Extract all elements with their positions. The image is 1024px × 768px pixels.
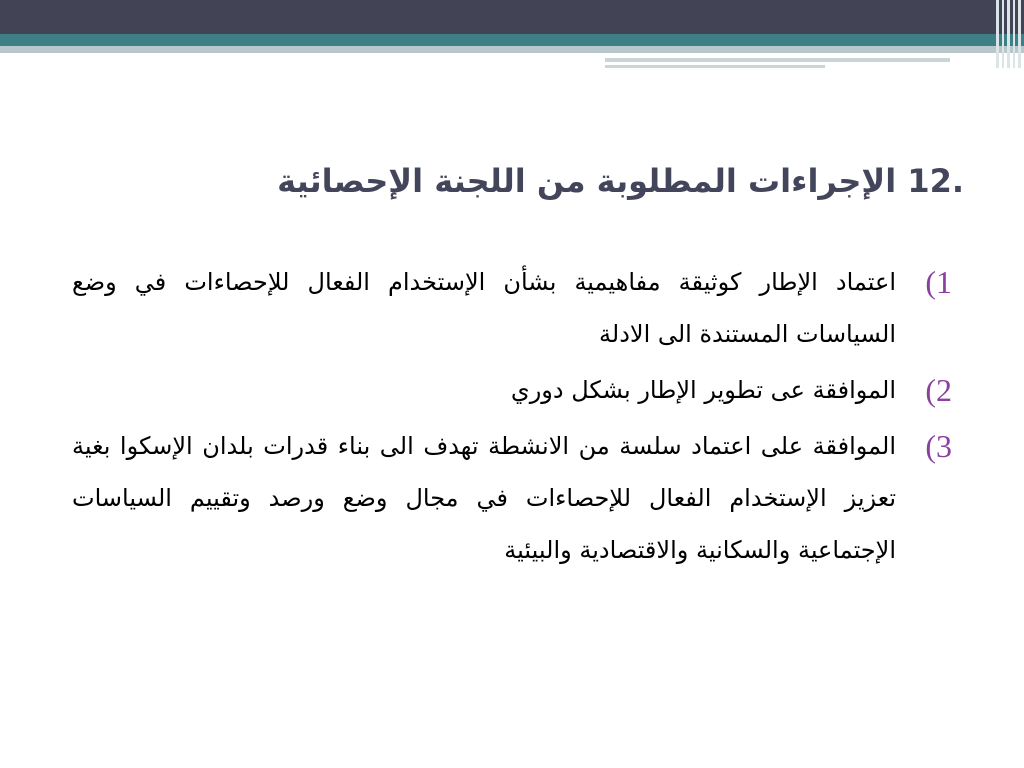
slide-title: .12 الإجراءات المطلوبة من اللجنة الإحصائية (277, 162, 964, 200)
header-right-stripes (994, 0, 1024, 68)
list-item-number: (2 (925, 372, 952, 408)
list-item-number: (3 (925, 428, 952, 464)
header-dark-band (0, 0, 1024, 34)
list-item-number: (1 (925, 264, 952, 300)
list-item (72, 256, 952, 360)
action-list (72, 256, 952, 580)
header-light-band (0, 46, 1024, 53)
header-accent-line (605, 58, 950, 62)
header-accent-line-short (605, 65, 825, 68)
list-item-text: الموافقة على اعتماد سلسة من الانشطة تهدف الى بناء قدرات بلدان الإسكوا بغية تعزيز الإستخدام الفعال للإحصاءات في مجال وضع ورصد وتقييم السياسات الإجتماعية والسكانية والاقتصادية والبيئية (72, 432, 896, 564)
list-item-text: اعتماد الإطار كوثيقة مفاهيمية بشأن الإستخدام الفعال للإحصاءات في وضع السياسات المستندة الى الادلة (72, 268, 896, 348)
header-teal-band (0, 34, 1024, 46)
list-item-text: الموافقة عى تطوير الإطار بشكل دوري (510, 376, 896, 404)
list-item (72, 420, 952, 576)
list-item (72, 364, 952, 416)
